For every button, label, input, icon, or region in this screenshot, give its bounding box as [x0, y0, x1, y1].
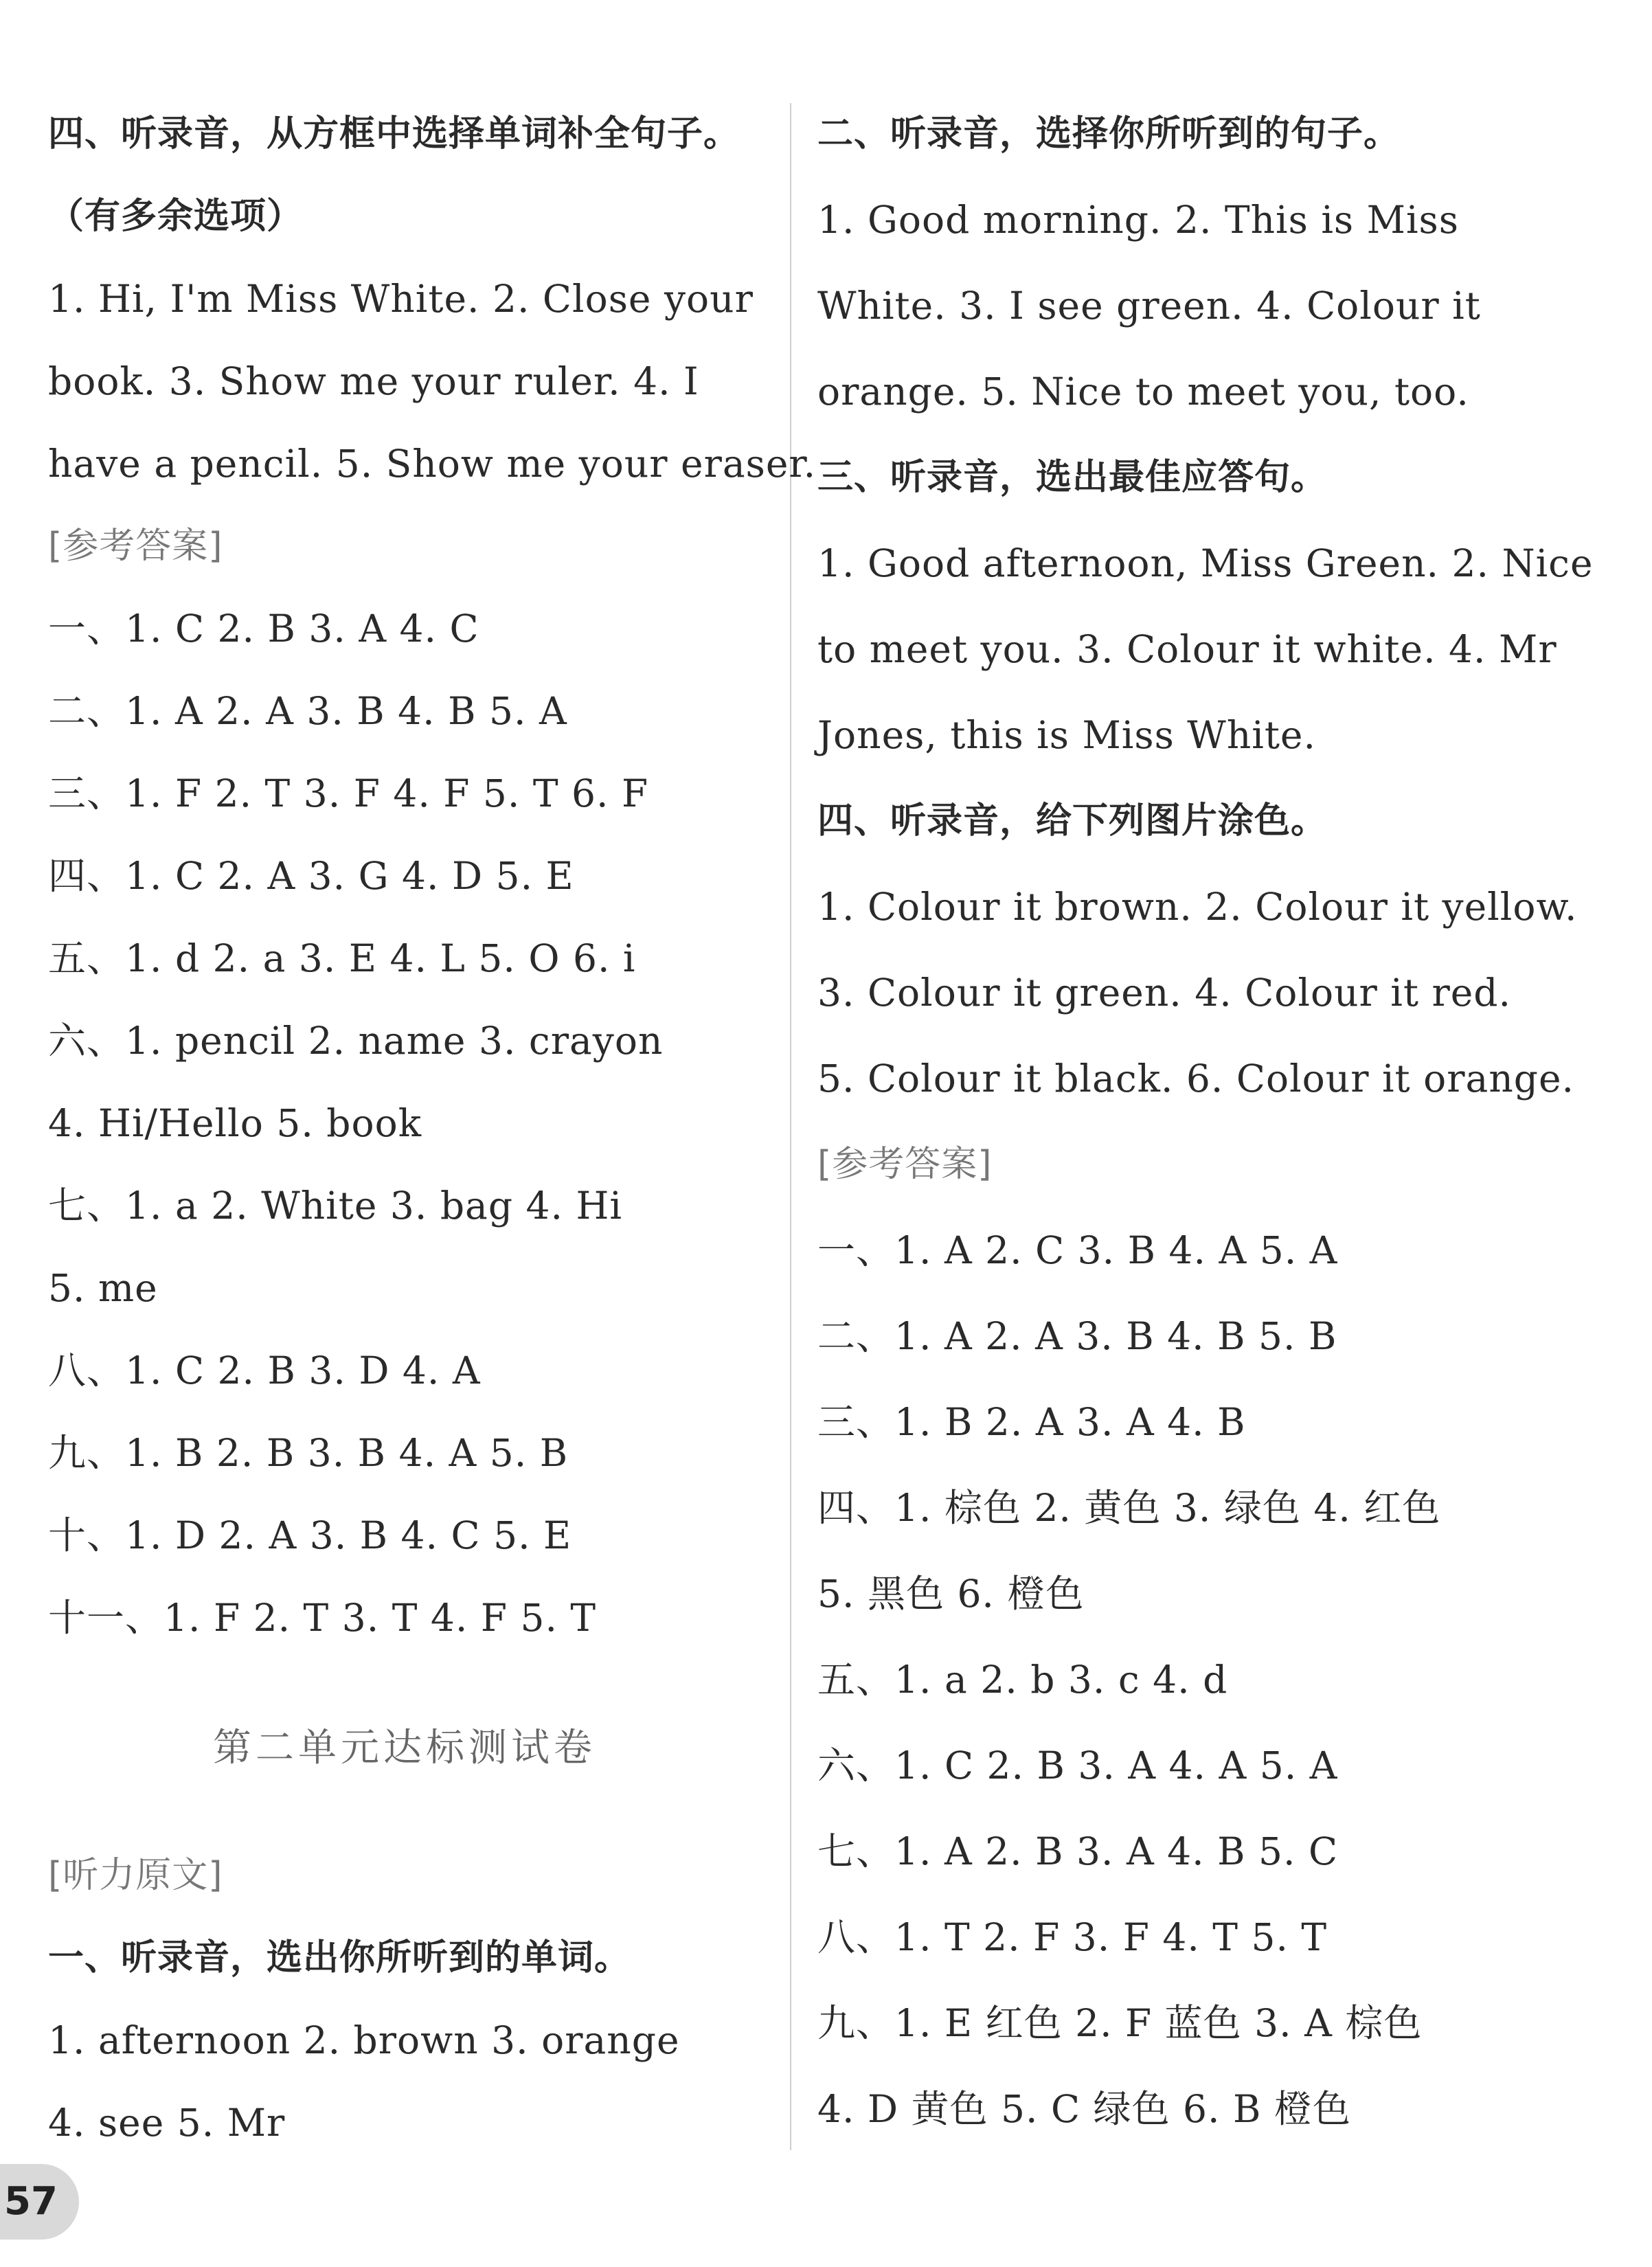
- answer-line: 九、1. B 2. B 3. B 4. A 5. B: [48, 1431, 569, 1475]
- text-line: book. 3. Show me your ruler. 4. I: [48, 359, 699, 403]
- page-number: 57: [0, 2164, 79, 2240]
- answer-line: 二、1. A 2. A 3. B 4. B 5. A: [48, 689, 567, 733]
- text-line: 1. Good afternoon, Miss Green. 2. Nice: [817, 541, 1594, 585]
- answer-line: 三、1. B 2. A 3. A 4. B: [817, 1400, 1246, 1444]
- unit-title: 第二单元达标测试卷: [213, 1726, 596, 1770]
- answer-line: 八、1. C 2. B 3. D 4. A: [48, 1349, 481, 1392]
- answer-line: 5. 黑色 6. 橙色: [817, 1572, 1085, 1616]
- answer-line: 七、1. a 2. White 3. bag 4. Hi: [48, 1184, 623, 1228]
- answer-line: 一、1. A 2. C 3. B 4. A 5. A: [817, 1228, 1338, 1272]
- section-heading: 四、听录音，从方框中选择单词补全句子。: [48, 113, 740, 155]
- answer-key-tag: [参考答案]: [48, 526, 223, 567]
- answer-line: 六、1. C 2. B 3. A 4. A 5. A: [817, 1744, 1338, 1787]
- text-line: Jones, this is Miss White.: [817, 713, 1316, 757]
- answer-line: 4. Hi/Hello 5. book: [48, 1101, 422, 1145]
- section-note: （有多余选项）: [48, 196, 304, 237]
- answer-line: 一、1. C 2. B 3. A 4. C: [48, 607, 479, 651]
- text-line: orange. 5. Nice to meet you, too.: [817, 370, 1469, 414]
- text-line: 4. see 5. Mr: [48, 2101, 286, 2145]
- answer-line: 五、1. a 2. b 3. c 4. d: [817, 1658, 1228, 1702]
- section-heading: 二、听录音，选择你所听到的句子。: [817, 113, 1401, 155]
- answer-line: 十一、1. F 2. T 3. T 4. F 5. T: [48, 1596, 597, 1640]
- answer-line: 五、1. d 2. a 3. E 4. L 5. O 6. i: [48, 936, 636, 980]
- answer-line: 九、1. E 红色 2. F 蓝色 3. A 棕色: [817, 2001, 1423, 2045]
- section-heading: 三、听录音，选出最佳应答句。: [817, 457, 1328, 498]
- column-divider: [790, 103, 791, 2150]
- section-heading: 一、听录音，选出你所听到的单词。: [48, 1937, 631, 1978]
- answer-line: 四、1. C 2. A 3. G 4. D 5. E: [48, 854, 574, 898]
- text-line: 5. Colour it black. 6. Colour it orange.: [817, 1057, 1574, 1101]
- answer-line: 四、1. 棕色 2. 黄色 3. 绿色 4. 红色: [817, 1486, 1441, 1530]
- answer-line: 三、1. F 2. T 3. F 4. F 5. T 6. F: [48, 771, 649, 815]
- answer-line: 4. D 黄色 5. C 绿色 6. B 橙色: [817, 2087, 1351, 2131]
- answer-line: 十、1. D 2. A 3. B 4. C 5. E: [48, 1513, 572, 1557]
- text-line: 1. afternoon 2. brown 3. orange: [48, 2018, 680, 2062]
- listening-script-tag: [听力原文]: [48, 1855, 223, 1896]
- answer-line: 二、1. A 2. A 3. B 4. B 5. B: [817, 1314, 1337, 1358]
- answer-line: 5. me: [48, 1266, 158, 1310]
- answer-line: 六、1. pencil 2. name 3. crayon: [48, 1019, 664, 1063]
- text-line: have a pencil. 5. Show me your eraser.: [48, 442, 817, 486]
- text-line: to meet you. 3. Colour it white. 4. Mr: [817, 627, 1557, 671]
- text-line: 3. Colour it green. 4. Colour it red.: [817, 971, 1511, 1015]
- text-line: 1. Hi, I'm Miss White. 2. Close your: [48, 277, 754, 321]
- text-line: 1. Colour it brown. 2. Colour it yellow.: [817, 885, 1578, 929]
- text-line: White. 3. I see green. 4. Colour it: [817, 284, 1481, 328]
- answer-line: 七、1. A 2. B 3. A 4. B 5. C: [817, 1829, 1339, 1873]
- answer-line: 八、1. T 2. F 3. F 4. T 5. T: [817, 1915, 1328, 1959]
- section-heading: 四、听录音，给下列图片涂色。: [817, 800, 1328, 842]
- text-line: 1. Good morning. 2. This is Miss: [817, 198, 1459, 242]
- answer-key-tag: [参考答案]: [817, 1144, 993, 1185]
